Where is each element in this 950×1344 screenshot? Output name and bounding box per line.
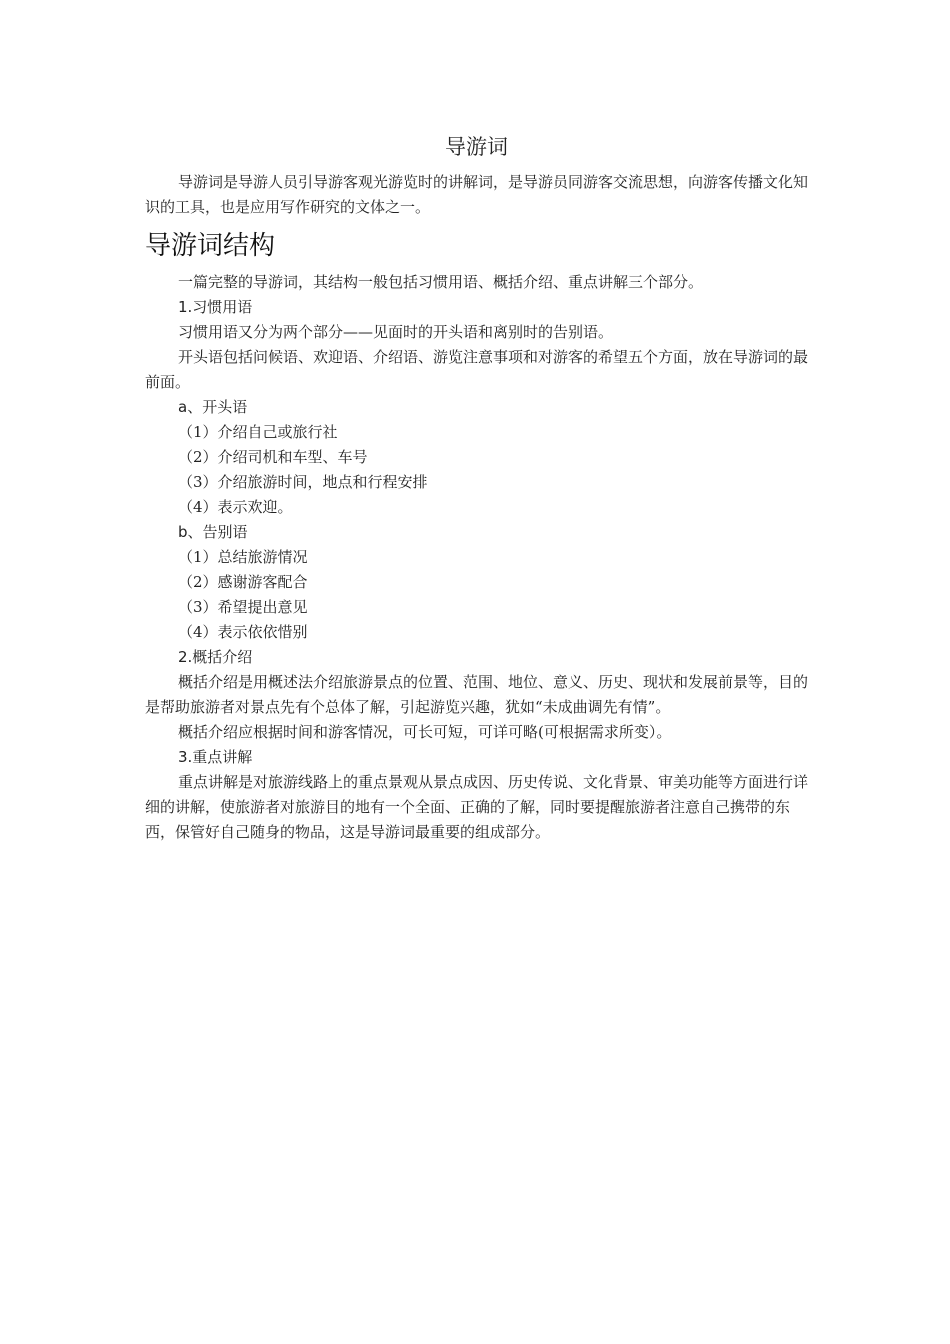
list-item: （4）表示欢迎。 <box>178 498 293 516</box>
list-item: （2）介绍司机和车型、车号 <box>178 448 368 466</box>
part2-paragraph-1: 概括介绍是用概述法介绍旅游景点的位置、范围、地位、意义、历史、现状和发展前景等，目的是帮助旅游者对景点先有个总体了解，引起游览兴趣，犹如“未成曲调先有情”。 <box>145 673 809 716</box>
part3-paragraph-1: 重点讲解是对旅游线路上的重点景观从景点成因、历史传说、文化背景、审美功能等方面进行详细的讲解，使旅游者对旅游目的地有一个全面、正确的了解，同时要提醒旅游者注意自己携带的东西，保管好自己随身的物品，这是导游词最重要的组成部分。 <box>145 773 809 841</box>
overview-paragraph: 一篇完整的导游词，其结构一般包括习惯用语、概括介绍、重点讲解三个部分。 <box>178 273 704 291</box>
part1-paragraph-1: 习惯用语又分为两个部分——见面时的开头语和离别时的告别语。 <box>178 323 614 341</box>
list-item: （2）感谢游客配合 <box>178 573 308 591</box>
document-page <box>145 132 808 845</box>
section-heading: 导游词结构 <box>145 231 276 261</box>
list-item: （4）表示依依惜别 <box>178 623 308 641</box>
list-item: （1）总结旅游情况 <box>178 548 308 566</box>
part3-title: 3.重点讲解 <box>178 748 253 766</box>
part2-paragraph-2: 概括介绍应根据时间和游客情况，可长可短，可详可略(可根据需求所变）。 <box>178 723 672 741</box>
list-item: （3）介绍旅游时间，地点和行程安排 <box>178 473 428 491</box>
farewell-title: b、告别语 <box>178 523 248 541</box>
list-item: （3）希望提出意见 <box>178 598 308 616</box>
page-title: 导游词 <box>445 135 508 159</box>
intro-paragraph: 导游词是导游人员引导游客观光游览时的讲解词，是导游员同游客交流思想，向游客传播文化知识的工具，也是应用写作研究的文体之一。 <box>145 173 809 216</box>
list-item: （1）介绍自己或旅行社 <box>178 423 338 441</box>
part1-paragraph-2: 开头语包括问候语、欢迎语、介绍语、游览注意事项和对游客的希望五个方面，放在导游词的最前面。 <box>145 348 809 391</box>
part2-title: 2.概括介绍 <box>178 648 253 666</box>
opening-title: a、开头语 <box>178 398 248 416</box>
part1-title: 1.习惯用语 <box>178 298 253 316</box>
